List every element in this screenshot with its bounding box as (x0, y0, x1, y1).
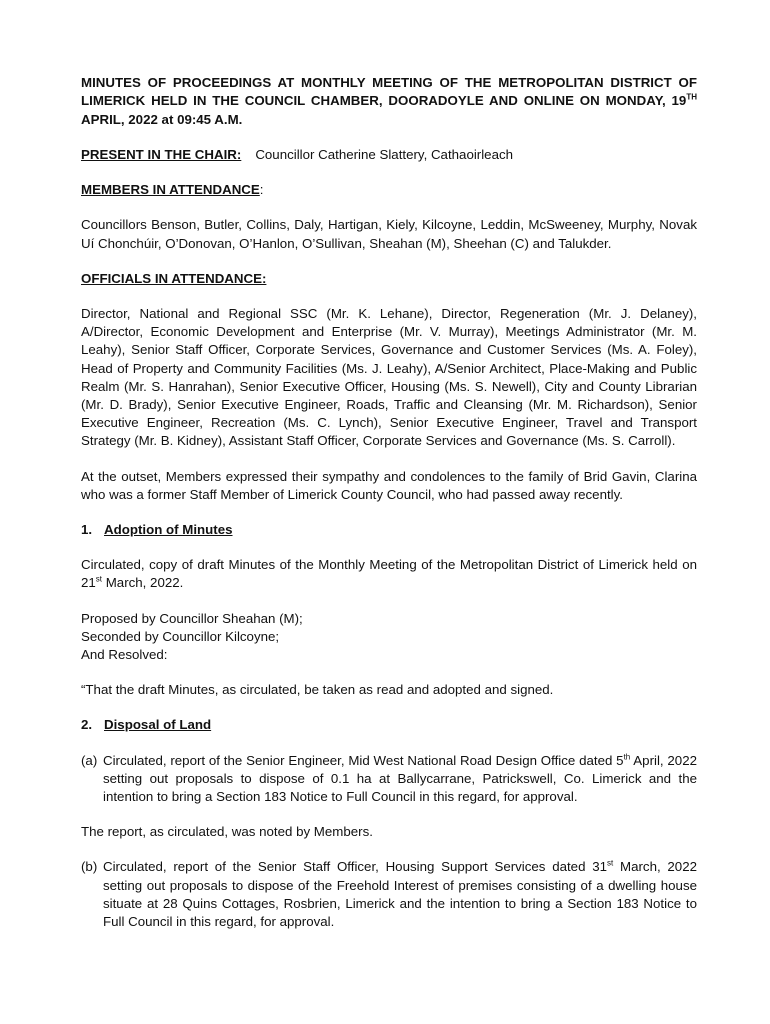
resolution-text: “That the draft Minutes, as circulated, be taken as read and adopted and signed. (81, 682, 554, 698)
section-2-heading (81, 716, 697, 734)
resolved-line: And Resolved: (81, 646, 168, 662)
members-heading: MEMBERS IN ATTENDANCE (81, 182, 260, 198)
seconded-line: Seconded by Councillor Kilcoyne; (81, 628, 280, 644)
item-b-text (103, 858, 697, 931)
members-heading-line (81, 181, 697, 199)
title-superscript: TH (686, 92, 697, 102)
sympathy-paragraph: At the outset, Members expressed their sympathy and condolences to the family of Brid Gavin, Clarina who was a former Staff Member of Limerick County Council, who had passed away recently. (81, 468, 697, 502)
section-2-number: 2. (81, 717, 93, 733)
section-1-title: Adoption of Minutes (104, 521, 233, 537)
officials-text: Director, National and Regional SSC (Mr. K. Lehane), Director, Regeneration (Mr. J. Delaney), A/Director, Economic Development and Enterprise (Mr. V. Murray), Meetings Administrator (Mr. M. Leahy), Senior Staff Officer, Corporate Services, Governance and Customer Services (Ms. A. Foley), Head of Property and Community Facilities (Ms. J. Leahy), A/Senior Architect, Place-Making and Public Realm (Mr. S. Hanrahan), Senior Executive Officer, Housing (Ms. S. Newell), City and County Librarian (Mr. D. Brady), Senior Executive Engineer, Roads, Traffic and Cleansing (Mr. M. Richardson), Senior Executive Engineer, Recreation (Ms. C. Lynch), Senior Executive Engineer, Travel and Transport Strategy (Mr. B. Kidney), Assistant Staff Officer, Corporate Services and Governance (Ms. S. Carroll). (81, 305, 697, 449)
report-noted: The report, as circulated, was noted by Members. (81, 824, 373, 840)
proposed-line: Proposed by Councillor Sheahan (M); (81, 610, 303, 626)
members-text: Councillors Benson, Butler, Collins, Daly, Hartigan, Kiely, Kilcoyne, Leddin, McSweeney, Murphy, Novak Uí Chonchúir, O’Donovan, O’Hanlon, O’Sullivan, Sheahan (M), Sheehan (C) and Talukder. (81, 217, 697, 251)
item-a-text (103, 752, 697, 807)
section-1-circulated-text: Circulated, copy of draft Minutes of the Monthly Meeting of the Metropolitan District of Limerick held on 21 (81, 557, 697, 591)
item-a-text-start: Circulated, report of the Senior Engineer, Mid West National Road Design Office dated 5 (103, 752, 624, 768)
section-1-heading (81, 521, 697, 539)
item-b-label: (b) (81, 859, 98, 875)
chair-label: PRESENT IN THE CHAIR: (81, 146, 242, 162)
item-a-sup: th (623, 752, 631, 762)
item-a-text-end: April, 2022 setting out proposals to dispose of 0.1 ha at Ballycarrane, Patrickswell, Co. Limerick and the intention to bring a Section 183 Notice to Full Council in this regard, for approval. (103, 752, 697, 804)
section-2-title: Disposal of Land (104, 717, 212, 733)
section-1-number: 1. (81, 521, 93, 537)
section-1-circulated (81, 556, 697, 592)
item-a-label: (a) (81, 752, 98, 768)
item-b-text-start: Circulated, report of the Senior Staff Officer, Housing Support Services dated 31 (103, 859, 608, 875)
chair-value: Councillor Catherine Slattery, Cathaoirleach (255, 146, 514, 162)
officials-heading: OFFICIALS IN ATTENDANCE: (81, 270, 267, 286)
document-title (81, 74, 697, 129)
chair-line (81, 146, 697, 164)
section-1-circulated-end: March, 2022. (102, 575, 184, 591)
item-b-text-end: March, 2022 setting out proposals to dispose of the Freehold Interest of premises consisting of a dwelling house situate at 28 Quins Cottages, Rosbrien, Limerick and the intention to bring a Section 183 Notice to Full Council in this regard, for approval. (103, 859, 697, 929)
section-2-item-a (81, 752, 697, 807)
section-1-circulated-sup: st (95, 574, 103, 584)
title-text: MINUTES OF PROCEEDINGS AT MONTHLY MEETING OF THE METROPOLITAN DISTRICT OF LIMERICK HELD IN THE COUNCIL CHAMBER, DOORADOYLE AND ONLINE ON MONDAY, 19 (81, 75, 697, 109)
item-b-sup: st (607, 858, 614, 868)
title-text-end: APRIL, 2022 at 09:45 A.M. (81, 111, 243, 127)
section-2-item-b (81, 858, 697, 931)
members-heading-colon: : (259, 182, 264, 198)
